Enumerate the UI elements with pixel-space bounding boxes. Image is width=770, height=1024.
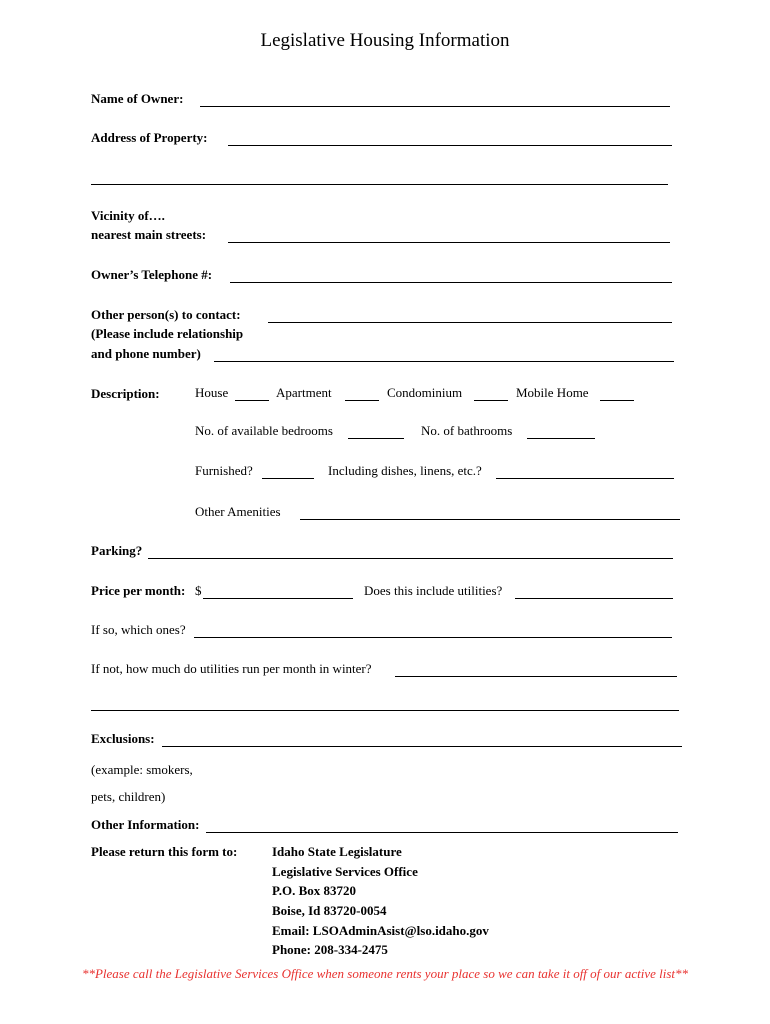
return-email: Email: LSOAdminAsist@lso.idaho.gov bbox=[272, 923, 489, 938]
vicinity-label: Vicinity of…. bbox=[91, 208, 165, 223]
condominium-label: Condominium bbox=[387, 385, 463, 400]
winter-cost-label: If not, how much do utilities run per month in winter? bbox=[91, 661, 372, 676]
owner-name-label: Name of Owner: bbox=[91, 91, 184, 106]
amenities-label: Other Amenities bbox=[195, 504, 281, 519]
other-info-label: Other Information: bbox=[91, 817, 200, 832]
parking-field[interactable] bbox=[148, 542, 673, 559]
price-field[interactable] bbox=[203, 582, 353, 599]
price-label: Price per month: bbox=[91, 583, 186, 598]
return-phone: Phone: 208-334-2475 bbox=[272, 942, 388, 957]
exclusions-example-1: (example: smokers, bbox=[91, 762, 193, 777]
furnished-label: Furnished? bbox=[195, 463, 253, 478]
mobile-home-field[interactable] bbox=[600, 384, 634, 401]
currency-symbol: $ bbox=[195, 583, 202, 598]
apartment-field[interactable] bbox=[345, 384, 379, 401]
apartment-label: Apartment bbox=[276, 385, 332, 400]
winter-cost-field-line-2[interactable] bbox=[91, 694, 679, 711]
return-label: Please return this form to: bbox=[91, 844, 238, 859]
page-title: Legislative Housing Information bbox=[260, 30, 510, 51]
return-address-line-1: Idaho State Legislature bbox=[272, 844, 402, 859]
condominium-field[interactable] bbox=[474, 384, 508, 401]
address-field[interactable] bbox=[228, 129, 672, 146]
telephone-label: Owner’s Telephone #: bbox=[91, 267, 213, 282]
other-contact-label: Other person(s) to contact: bbox=[91, 307, 241, 322]
other-contact-field[interactable] bbox=[268, 306, 672, 323]
relationship-note: (Please include relationship bbox=[91, 326, 244, 341]
address-label: Address of Property: bbox=[91, 130, 208, 145]
footer-note: **Please call the Legislative Services Office when someone rents your place so we can take it off of our active list** bbox=[81, 966, 689, 981]
furnished-field[interactable] bbox=[262, 462, 314, 479]
phone-number-field[interactable] bbox=[214, 345, 674, 362]
bedrooms-field[interactable] bbox=[348, 422, 404, 439]
nearest-streets-label: nearest main streets: bbox=[91, 227, 207, 242]
return-address-line-2: Legislative Services Office bbox=[272, 864, 418, 879]
which-utilities-field[interactable] bbox=[194, 621, 672, 638]
including-field[interactable] bbox=[496, 462, 674, 479]
description-label: Description: bbox=[91, 386, 160, 401]
return-address-line-4: Boise, Id 83720-0054 bbox=[272, 903, 387, 918]
nearest-streets-field[interactable] bbox=[228, 226, 670, 243]
other-info-field[interactable] bbox=[206, 816, 678, 833]
exclusions-field[interactable] bbox=[162, 730, 682, 747]
mobile-home-label: Mobile Home bbox=[516, 385, 589, 400]
parking-label: Parking? bbox=[91, 543, 143, 558]
owner-name-field[interactable] bbox=[200, 90, 670, 107]
bathrooms-field[interactable] bbox=[527, 422, 595, 439]
including-label: Including dishes, linens, etc.? bbox=[328, 463, 482, 478]
utilities-question-label: Does this include utilities? bbox=[364, 583, 503, 598]
amenities-field[interactable] bbox=[300, 503, 680, 520]
house-label: House bbox=[195, 385, 229, 400]
address-field-line-2[interactable] bbox=[91, 168, 668, 185]
telephone-field[interactable] bbox=[230, 266, 672, 283]
house-field[interactable] bbox=[235, 384, 269, 401]
which-utilities-label: If so, which ones? bbox=[91, 622, 186, 637]
bathrooms-label: No. of bathrooms bbox=[421, 423, 513, 438]
bedrooms-label: No. of available bedrooms bbox=[195, 423, 333, 438]
utilities-included-field[interactable] bbox=[515, 582, 673, 599]
phone-number-label: and phone number) bbox=[91, 346, 201, 361]
exclusions-label: Exclusions: bbox=[91, 731, 155, 746]
exclusions-example-2: pets, children) bbox=[91, 789, 166, 804]
return-address-line-3: P.O. Box 83720 bbox=[272, 883, 357, 898]
winter-cost-field[interactable] bbox=[395, 660, 677, 677]
